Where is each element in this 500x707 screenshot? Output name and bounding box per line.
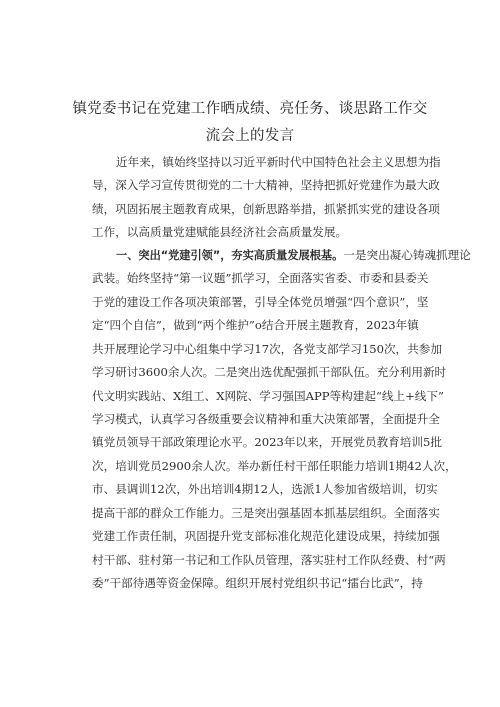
section-1-line: 于党的建设工作各项决策部署，引导全体党员增强“四个意识”，坚 — [92, 295, 429, 309]
section-1-line: 次，培训党员2900余人次。举办新任村干部任职能力培训1期42人次， — [92, 459, 457, 473]
section-1-line: 村干部、驻村第一书记和工作队员管理，落实驻村工作队经费、村“两 — [92, 553, 446, 567]
intro-line: 工作，以高质量党建赋能县经济社会高质量发展。 — [92, 225, 348, 239]
section-1-line: 提高干部的群众工作能力。三是突出强基固本抓基层组织。全面落实 — [92, 506, 440, 520]
document-title-line-1: 镇党委书记在党建工作晒成绩、亮任务、谈思路工作交 — [72, 101, 428, 117]
section-1-line: 市、县调训12次，外出培训4期12人，选派1人参加省级培训，切实 — [92, 482, 438, 496]
section-1-line: 党建工作责任制，巩固提升党支部标准化规范化建设成果，持续加强 — [92, 529, 440, 543]
section-1-line: 武装。始终坚持“第一议题”抓学习，全面落实省委、市委和县委关 — [92, 271, 429, 285]
intro-line: 导，深入学习宣传贯彻党的二十大精神，坚持把抓好党建作为最大政 — [92, 178, 440, 192]
section-1-line: 学习研讨3600余人次。二是突出选优配强抓干部队伍。充分利用新时 — [92, 365, 447, 379]
section-1-line: 共开展理论学习中心组集中学习17次，各党支部学习150次，共参加 — [92, 342, 442, 356]
section-1-line: 镇党员领导干部政策理论水平。2023年以来，开展党员教育培训5批 — [92, 435, 442, 449]
section-1-first-line — [116, 248, 471, 263]
section-1-first-line-rest: 一是突出凝心铸魂抓理论 — [343, 248, 471, 262]
document-title-line-2: 流会上的发言 — [205, 128, 295, 144]
section-1-line: 定“四个自信”，做到“两个维护”o结合开展主题教育，2023年镇 — [92, 318, 419, 332]
section-1-heading: 一、突出“党建引领”，夯实高质量发展根基。 — [116, 249, 344, 262]
section-1-line: 学习模式，认真学习各级重要会议精神和重大决策部署，全面提升全 — [92, 412, 440, 426]
intro-line: 绩，巩固拓展主题教育成果，创新思路举措，抓紧抓实党的建设各项 — [92, 202, 440, 216]
intro-line: 近年来，镇始终坚持以习近平新时代中国特色社会主义思想为指 — [116, 155, 441, 169]
section-1-line: 委”干部待遇等资金保障。组织开展村党组织书记“擂台比武”，持 — [92, 576, 423, 590]
section-1-line: 代文明实践站、X组工、X网院、学习强国APP等构建起“线上+线下” — [92, 389, 444, 403]
